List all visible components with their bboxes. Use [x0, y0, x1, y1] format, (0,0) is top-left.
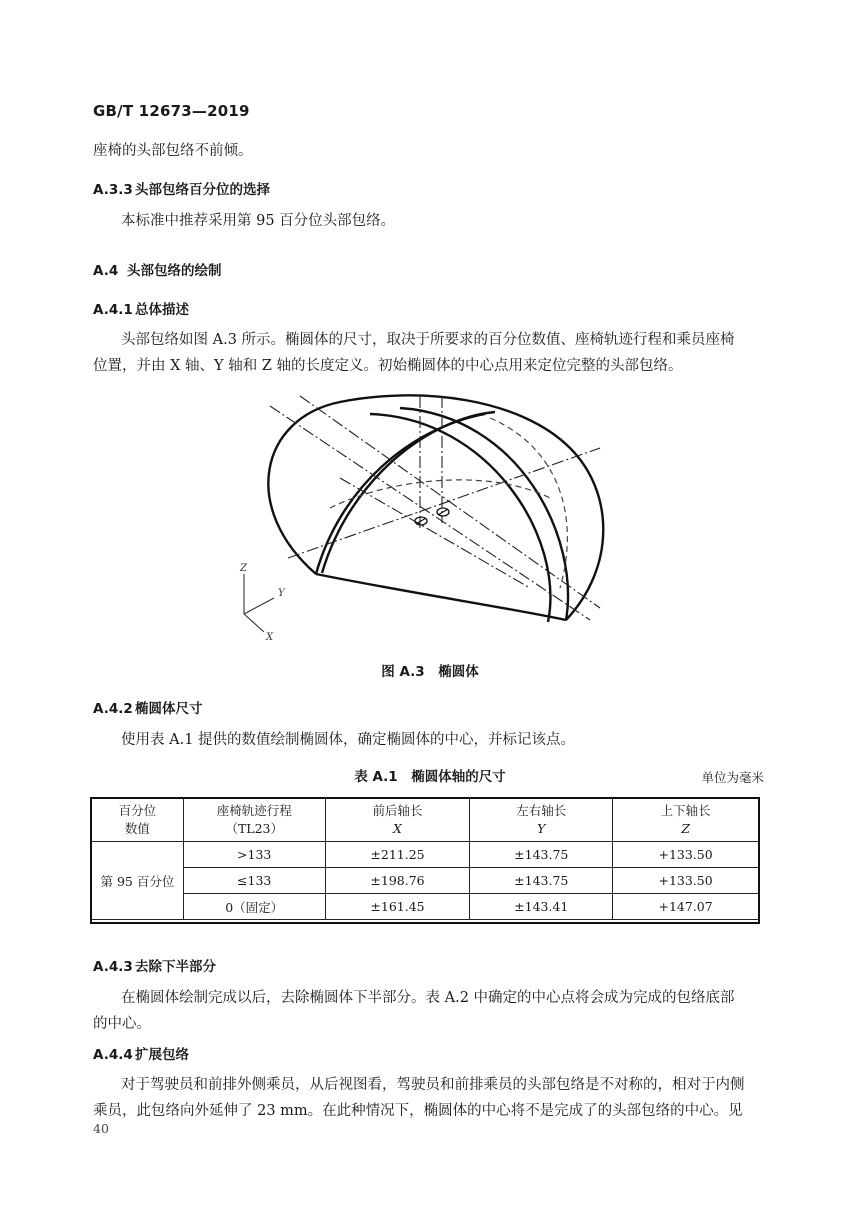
header-z-axis: 上下轴长 Z: [613, 799, 759, 842]
heading-number: A.4.4: [93, 1047, 133, 1063]
cell-z: +133.50: [613, 842, 759, 868]
paragraph-a41-line2: 位置，并由 X 轴、Y 轴和 Z 轴的长度定义。初始椭圆体的中心点用来定位完整的头部包络。: [93, 358, 683, 374]
heading-title: 头部包络百分位的选择: [135, 182, 270, 198]
heading-title: 扩展包络: [135, 1047, 189, 1063]
cell-x: ±161.45: [325, 894, 470, 920]
paragraph-a43-line2: 的中心。: [93, 1016, 151, 1032]
paragraph-a44-line2: 乘员，此包络向外延伸了 23 mm。在此种情况下，椭圆体的中心将不是完成了的头部包络的中心。见: [93, 1103, 743, 1119]
paragraph-a41-line1: 头部包络如图 A.3 所示。椭圆体的尺寸，取决于所要求的百分位数值、座椅轨迹行程和乘员座椅: [121, 332, 735, 348]
heading-a42: [93, 697, 203, 717]
heading-a44: [93, 1043, 189, 1063]
cell-z: +147.07: [613, 894, 759, 920]
axis-z-label: Z: [240, 563, 247, 574]
table-header-row: [92, 799, 759, 842]
paragraph-a44-line1: 对于驾驶员和前排外侧乘员，从后视图看，驾驶员和前排乘员的头部包络是不对称的，相对于内侧: [121, 1077, 745, 1093]
heading-number: A.4.2: [93, 701, 133, 717]
page-number: 40: [93, 1121, 109, 1136]
cell-z: +133.50: [613, 868, 759, 894]
header-y-axis: 左右轴长 Y: [470, 799, 613, 842]
header-percentile: 百分位 数值: [92, 799, 184, 842]
heading-number: A.3.3: [93, 182, 133, 198]
table-unit: 单位为毫米: [701, 770, 764, 785]
paragraph-a42: 使用表 A.1 提供的数值绘制椭圆体，确定椭圆体的中心，并标记该点。: [121, 732, 576, 748]
ellipsoid-figure: [230, 388, 630, 650]
heading-title: 总体描述: [135, 302, 189, 318]
cell-travel: ≤133: [183, 868, 325, 894]
paragraph-a43-line1: 在椭圆体绘制完成以后，去除椭圆体下半部分。表 A.2 中确定的中心点将会成为完成的包络底部: [121, 990, 735, 1006]
heading-a4: [93, 259, 222, 279]
cell-x: ±211.25: [325, 842, 470, 868]
heading-number: A.4.3: [93, 959, 133, 975]
heading-a41: [93, 298, 189, 318]
paragraph-a33: 本标准中推荐采用第 95 百分位头部包络。: [121, 213, 396, 229]
table-row: [92, 868, 759, 894]
heading-a33: [93, 178, 270, 198]
header-x-axis: 前后轴长 X: [325, 799, 470, 842]
axis-dimension-table: [91, 798, 759, 920]
standard-number: GB/T 12673—2019: [93, 102, 250, 120]
axis-y-label: Y: [278, 588, 285, 599]
cell-y: ±143.75: [470, 842, 613, 868]
cell-travel: 0（固定）: [183, 894, 325, 920]
header-seat-travel: 座椅轨迹行程 （TL23）: [183, 799, 325, 842]
group-label: 第 95 百分位: [92, 842, 184, 920]
axis-x-label: X: [266, 632, 274, 643]
heading-a43: [93, 955, 216, 975]
cell-y: ±143.41: [470, 894, 613, 920]
heading-title: 去除下半部分: [135, 959, 216, 975]
cell-y: ±143.75: [470, 868, 613, 894]
intro-line: 座椅的头部包络不前倾。: [93, 143, 253, 159]
table-row: [92, 842, 759, 868]
figure-caption: 图 A.3 椭圆体: [381, 664, 479, 680]
heading-number: A.4.1: [93, 302, 133, 318]
cell-x: ±198.76: [325, 868, 470, 894]
heading-number: A.4: [93, 263, 119, 279]
table-caption: 表 A.1 椭圆体轴的尺寸: [354, 769, 506, 785]
table-row: [92, 894, 759, 920]
heading-title: 椭圆体尺寸: [135, 701, 203, 717]
heading-title: 头部包络的绘制: [127, 263, 222, 279]
cell-travel: >133: [183, 842, 325, 868]
